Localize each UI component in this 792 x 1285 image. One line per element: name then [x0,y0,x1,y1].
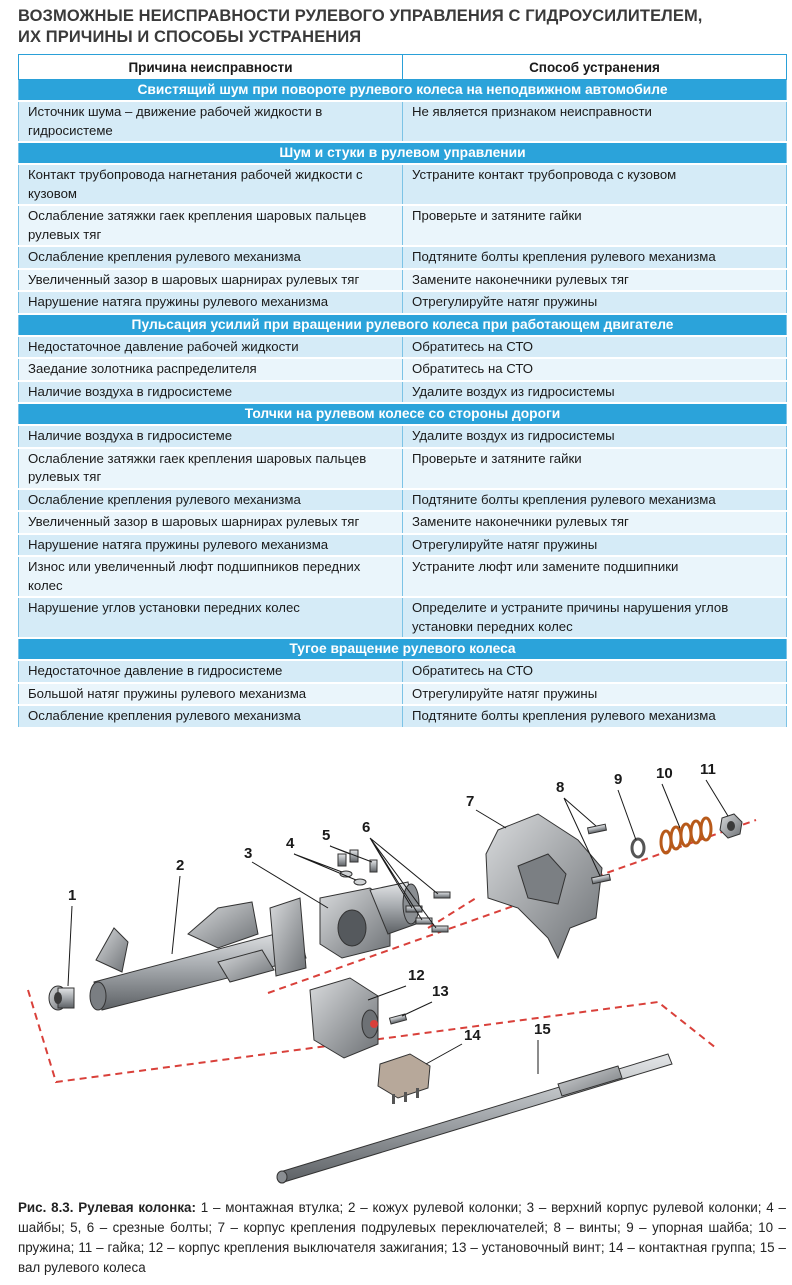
cause-cell: Увеличенный зазор в шаровых шарнирах рулевых тяг [19,269,403,292]
cause-cell: Износ или увеличенный люфт подшипников передних колес [19,556,403,597]
table-row [19,101,787,142]
section-title: Пульсация усилий при вращении рулевого колеса при работающем двигателе [19,314,787,336]
table-row [19,205,787,246]
part-label-10: 10 [656,765,673,782]
caption-text: 1 – монтажная втулка; 2 – кожух рулевой колонки; 3 – верхний корпус рулевой колонки; 4 – шайбы; 5, 6 – срезные болты; 7 – корпус крепления подрулевых переключателей; 8 – винты; 9 – упорная шайба; 10 – пружина; 11 – гайка; 12 – корпус крепления выключателя зажигания; 13 – установочный винт; 14 – контактная группа; 15 – вал рулевого колеса [18,1200,787,1275]
table-row [19,556,787,597]
steering-column-diagram [18,758,788,1190]
cause-cell: Ослабление крепления рулевого механизма [19,489,403,512]
fix-cell: Устраните люфт или замените подшипники [403,556,787,597]
fix-cell: Отрегулируйте натяг пружины [403,291,787,314]
table-row [19,705,787,728]
part-label-9: 9 [614,771,623,788]
section-title: Тугое вращение рулевого колеса [19,638,787,660]
fix-cell: Проверьте и затяните гайки [403,205,787,246]
fix-cell: Не является признаком неисправности [403,101,787,142]
table-row [19,358,787,381]
part-switch-housing [486,814,602,958]
part-label-1: 1 [68,887,77,904]
part-thrust-washer [632,839,644,857]
table-row [19,291,787,314]
cause-cell: Ослабление затяжки гаек крепления шаровых пальцев рулевых тяг [19,448,403,489]
fix-cell: Подтяните болты крепления рулевого механизма [403,489,787,512]
table-row [19,683,787,706]
table-row [19,597,787,638]
section-title: Свистящий шум при повороте рулевого колеса на неподвижном автомобиле [19,80,787,102]
column-header-fix: Способ устранения [403,55,787,80]
page-title [18,6,778,48]
cause-cell: Ослабление крепления рулевого механизма [19,705,403,728]
title-line-2: ИХ ПРИЧИНЫ И СПОСОБЫ УСТРАНЕНИЯ [18,28,362,46]
section-header-row [19,638,787,660]
section-title: Толчки на рулевом колесе со стороны дороги [19,403,787,425]
fix-cell: Подтяните болты крепления рулевого механизма [403,246,787,269]
cause-cell: Контакт трубопровода нагнетания рабочей жидкости с кузовом [19,164,403,205]
table-row [19,425,787,448]
assembly-guide-lines [28,820,756,1082]
fix-cell: Проверьте и затяните гайки [403,448,787,489]
cause-cell: Нарушение натяга пружины рулевого механизма [19,534,403,557]
part-column-housing [90,898,306,1010]
fix-cell: Обратитесь на СТО [403,336,787,359]
cause-cell: Источник шума – движение рабочей жидкости в гидросистеме [19,101,403,142]
table-row [19,511,787,534]
section-header-row [19,314,787,336]
fix-cell: Обратитесь на СТО [403,660,787,683]
part-label-2: 2 [176,857,185,874]
cause-cell: Наличие воздуха в гидросистеме [19,381,403,404]
cause-cell: Недостаточное давление в гидросистеме [19,660,403,683]
fix-cell: Определите и устраните причины нарушения углов установки передних колес [403,597,787,638]
column-header-cause: Причина неисправности [19,55,403,80]
table-row [19,489,787,512]
fix-cell: Замените наконечники рулевых тяг [403,269,787,292]
fix-cell: Отрегулируйте натяг пружины [403,683,787,706]
table-row [19,336,787,359]
cause-cell: Ослабление затяжки гаек крепления шаровых пальцев рулевых тяг [19,205,403,246]
table-row [19,164,787,205]
part-label-4: 4 [286,835,295,852]
part-steering-shaft [277,1054,672,1183]
table-row [19,381,787,404]
section-header-row [19,403,787,425]
table-row [19,660,787,683]
part-label-15: 15 [534,1021,551,1038]
part-label-6: 6 [362,819,371,836]
caption-label: Рис. 8.3. Рулевая колонка: [18,1200,196,1215]
part-label-11: 11 [700,761,716,778]
part-label-5: 5 [322,827,331,844]
table-header-row [19,55,787,80]
section-header-row [19,80,787,102]
part-upper-housing [320,882,419,958]
faults-table-body [19,80,787,728]
cause-cell: Нарушение натяга пружины рулевого механизма [19,291,403,314]
part-mounting-sleeve [49,986,74,1010]
cause-cell: Ослабление крепления рулевого механизма [19,246,403,269]
title-line-1: ВОЗМОЖНЫЕ НЕИСПРАВНОСТИ РУЛЕВОГО УПРАВЛЕНИЯ С ГИДРОУСИЛИТЕЛЕМ, [18,7,703,25]
table-row [19,448,787,489]
part-label-7: 7 [466,793,475,810]
part-label-3: 3 [244,845,253,862]
fix-cell: Подтяните болты крепления рулевого механизма [403,705,787,728]
cause-cell: Заедание золотника распределителя [19,358,403,381]
part-label-14: 14 [464,1027,481,1044]
section-title: Шум и стуки в рулевом управлении [19,142,787,164]
table-row [19,269,787,292]
part-label-13: 13 [432,983,449,1000]
section-header-row [19,142,787,164]
part-nut [720,814,742,838]
table-row [19,534,787,557]
cause-cell: Наличие воздуха в гидросистеме [19,425,403,448]
part-spring [661,818,711,853]
fix-cell: Замените наконечники рулевых тяг [403,511,787,534]
part-label-8: 8 [556,779,565,796]
part-label-12: 12 [408,967,425,984]
fix-cell: Отрегулируйте натяг пружины [403,534,787,557]
cause-cell: Большой натяг пружины рулевого механизма [19,683,403,706]
table-row [19,246,787,269]
fix-cell: Обратитесь на СТО [403,358,787,381]
cause-cell: Увеличенный зазор в шаровых шарнирах рулевых тяг [19,511,403,534]
cause-cell: Недостаточное давление рабочей жидкости [19,336,403,359]
faults-table [18,54,787,729]
fix-cell: Устраните контакт трубопровода с кузовом [403,164,787,205]
part-contact-group [378,1054,430,1104]
figure-caption [18,1198,786,1278]
fix-cell: Удалите воздух из гидросистемы [403,381,787,404]
fix-cell: Удалите воздух из гидросистемы [403,425,787,448]
cause-cell: Нарушение углов установки передних колес [19,597,403,638]
